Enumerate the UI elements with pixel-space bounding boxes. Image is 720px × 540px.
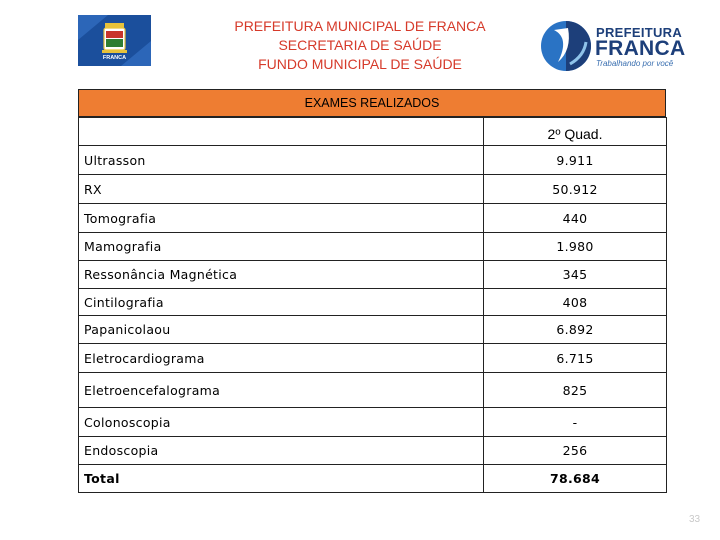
city-coat-of-arms-logo bbox=[78, 15, 151, 66]
table-row bbox=[79, 344, 667, 373]
exam-name: Papanicolaou bbox=[79, 316, 484, 344]
slide-number: 33 bbox=[689, 514, 701, 525]
exam-count: 1.980 bbox=[484, 233, 667, 261]
exam-count: 6.892 bbox=[484, 316, 667, 344]
franca-circle-icon bbox=[540, 20, 592, 72]
page-header bbox=[200, 17, 520, 74]
header-line-prefeitura: PREFEITURA MUNICIPAL DE FRANCA bbox=[234, 18, 486, 34]
table-row bbox=[79, 373, 667, 408]
exam-count: 440 bbox=[484, 204, 667, 233]
exam-name: Mamografia bbox=[79, 233, 484, 261]
exam-name: Eletrocardiograma bbox=[79, 344, 484, 373]
table-row bbox=[79, 289, 667, 316]
table-row bbox=[79, 316, 667, 344]
table-row bbox=[79, 146, 667, 175]
header-empty-cell bbox=[79, 118, 484, 146]
table-row bbox=[79, 233, 667, 261]
total-label: Total bbox=[79, 465, 484, 493]
brand-prefeitura-text: PREFEITURA bbox=[596, 25, 683, 40]
left-logo-text: FRANCA bbox=[102, 55, 127, 61]
table-row bbox=[79, 408, 667, 437]
exam-count: 6.715 bbox=[484, 344, 667, 373]
exam-count: 9.911 bbox=[484, 146, 667, 175]
total-row bbox=[79, 465, 667, 493]
exam-count: 50.912 bbox=[484, 175, 667, 204]
exam-name: RX bbox=[79, 175, 484, 204]
exam-name: Endoscopia bbox=[79, 437, 484, 465]
brand-franca-text: FRANCA bbox=[595, 37, 686, 60]
table-row bbox=[79, 261, 667, 289]
header-line-fundo: FUNDO MUNICIPAL DE SAÚDE bbox=[258, 56, 462, 72]
total-value: 78.684 bbox=[484, 465, 667, 493]
column-header-2-quad: 2º Quad. bbox=[484, 118, 667, 146]
exams-table bbox=[78, 117, 667, 493]
table-row bbox=[79, 175, 667, 204]
table-row bbox=[79, 204, 667, 233]
exam-count: - bbox=[484, 408, 667, 437]
exam-name: Tomografia bbox=[79, 204, 484, 233]
exam-name: Ressonância Magnética bbox=[79, 261, 484, 289]
exam-name: Eletroencefalograma bbox=[79, 373, 484, 408]
table-header-row bbox=[79, 118, 667, 146]
exam-name: Ultrasson bbox=[79, 146, 484, 175]
exam-count: 256 bbox=[484, 437, 667, 465]
exam-count: 345 bbox=[484, 261, 667, 289]
header-line-secretaria: SECRETARIA DE SAÚDE bbox=[278, 37, 442, 53]
exam-name: Colonoscopia bbox=[79, 408, 484, 437]
table-row bbox=[79, 437, 667, 465]
exam-count: 825 bbox=[484, 373, 667, 408]
brand-tagline: Trabalhando por você bbox=[596, 59, 674, 68]
exam-count: 408 bbox=[484, 289, 667, 316]
table-title: EXAMES REALIZADOS bbox=[78, 89, 666, 117]
exam-name: Cintilografia bbox=[79, 289, 484, 316]
prefeitura-franca-logo bbox=[540, 20, 686, 72]
